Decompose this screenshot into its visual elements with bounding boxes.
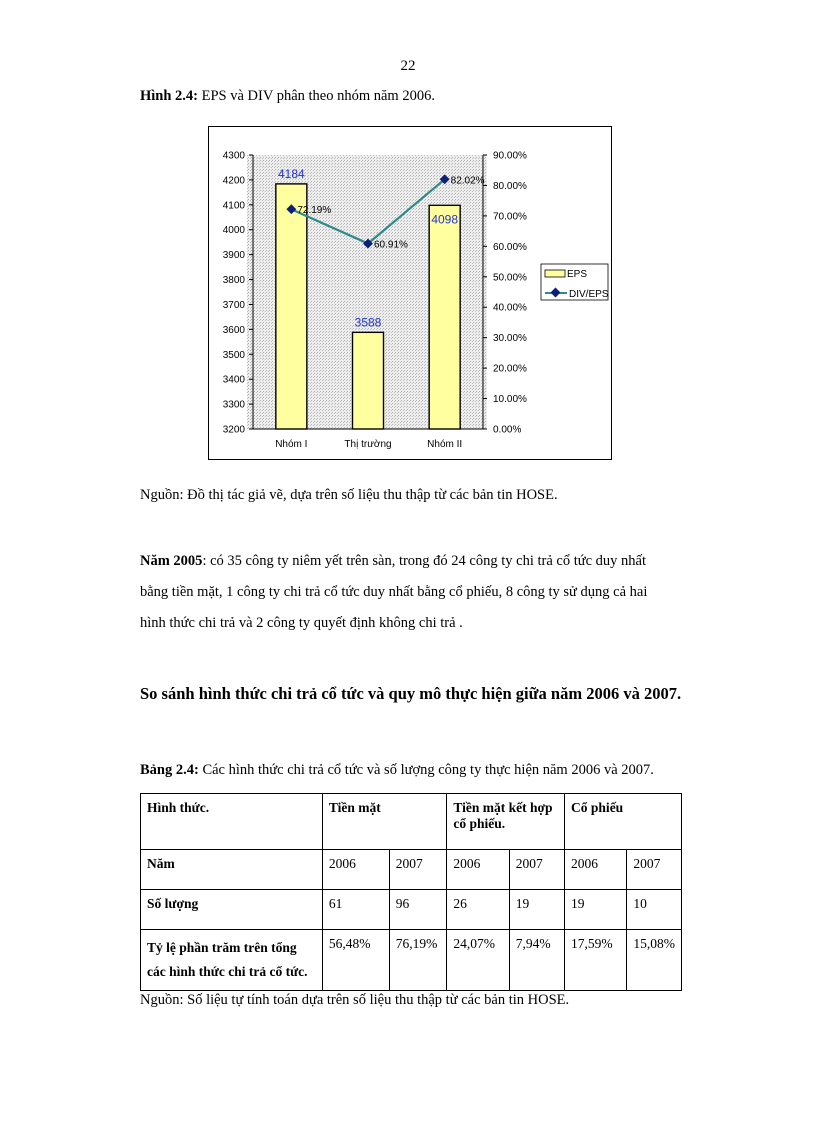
- table-caption: [140, 762, 654, 779]
- right-tick-label: 90.00%: [493, 150, 527, 162]
- figure-source: Nguồn: Đồ thị tác giả vẽ, dựa trên số liệu thu thập từ các bản tin HOSE.: [140, 487, 558, 503]
- figure-caption: [140, 88, 435, 105]
- eps-bar: [353, 332, 384, 429]
- table-cell: 2007: [509, 850, 564, 890]
- right-tick-label: 30.00%: [493, 333, 527, 345]
- eps-data-label: 4098: [431, 212, 459, 227]
- table-cell: 19: [509, 890, 564, 930]
- paragraph-line-3: hình thức chi trả và 2 công ty quyết định không chi trả .: [140, 615, 463, 631]
- figure-label: Hình 2.4:: [140, 88, 199, 104]
- right-tick-label: 40.00%: [493, 302, 527, 314]
- row-percent-label: Tỷ lệ phần trăm trên tổng các hình thức chi trả cổ tức.: [141, 930, 323, 991]
- header-stock: Cổ phiếu: [565, 794, 682, 850]
- table-source: Nguồn: Số liệu tự tính toán dựa trên số liệu thu thập từ các bản tin HOSE.: [140, 992, 570, 1008]
- table-cell: 19: [565, 890, 627, 930]
- right-tick-label: 20.00%: [493, 363, 527, 375]
- left-tick-label: 3300: [222, 399, 245, 411]
- right-tick-label: 80.00%: [493, 180, 527, 192]
- legend-diveps-label: DIV/EPS: [569, 289, 609, 300]
- table-cell: 2006: [565, 850, 627, 890]
- eps-bar: [429, 205, 460, 429]
- paragraph-line-1: [140, 547, 680, 575]
- chart-legend: [541, 264, 609, 300]
- table-cell: 76,19%: [389, 930, 447, 991]
- header-form: Hình thức.: [141, 794, 323, 850]
- table-cell: 2006: [322, 850, 389, 890]
- row-year-label: Năm: [141, 850, 323, 890]
- table-cell: 26: [447, 890, 509, 930]
- table-cell: 96: [389, 890, 447, 930]
- x-tick-label: Nhóm II: [427, 439, 463, 450]
- chart-canvas: [209, 127, 613, 461]
- table-row-count: [141, 890, 682, 930]
- table-cell: 10: [627, 890, 682, 930]
- left-tick-label: 3600: [222, 324, 245, 336]
- right-tick-label: 50.00%: [493, 272, 527, 284]
- table-title: Các hình thức chi trả cổ tức và số lượng công ty thực hiện năm 2006 và 2007.: [202, 762, 654, 778]
- eps-div-chart: [208, 126, 612, 460]
- left-tick-label: 4000: [222, 225, 245, 237]
- eps-bar: [276, 184, 307, 429]
- right-tick-label: 60.00%: [493, 241, 527, 253]
- page-number: 22: [400, 58, 416, 74]
- table-row-year: [141, 850, 682, 890]
- row-count-label: Số lượng: [141, 890, 323, 930]
- diveps-data-label: 60.91%: [374, 239, 408, 251]
- x-tick-label: Thị trường: [344, 439, 392, 450]
- paragraph-lead: Năm 2005: [140, 553, 203, 569]
- table-cell: 61: [322, 890, 389, 930]
- dividend-table: [140, 793, 682, 991]
- diveps-data-label: 72.19%: [297, 205, 332, 217]
- left-tick-label: 3400: [222, 374, 245, 386]
- legend-eps-label: EPS: [567, 269, 588, 280]
- table-cell: 17,59%: [565, 930, 627, 991]
- left-tick-label: 4100: [222, 200, 245, 212]
- table-header-row: [141, 794, 682, 850]
- table-cell: 7,94%: [509, 930, 564, 991]
- left-tick-label: 4200: [222, 175, 245, 187]
- right-tick-label: 0.00%: [493, 424, 522, 436]
- section-heading: So sánh hình thức chi trả cổ tức và quy mô thực hiện giữa năm 2006 và 2007.: [140, 684, 682, 703]
- paragraph-line-1-text: : có 35 công ty niêm yết trên sàn, trong đó 24 công ty chi trả cổ tức duy nhất: [202, 553, 646, 569]
- table-cell: 2006: [447, 850, 509, 890]
- figure-title: EPS và DIV phân theo nhóm năm 2006.: [201, 88, 435, 104]
- eps-data-label: 3588: [354, 315, 382, 330]
- x-tick-label: Nhóm I: [275, 439, 308, 450]
- header-cash-stock: Tiền mặt kết hợp cổ phiếu.: [447, 794, 565, 850]
- table-cell: 56,48%: [322, 930, 389, 991]
- table-label: Bảng 2.4:: [140, 762, 199, 778]
- left-tick-label: 4300: [222, 150, 245, 162]
- eps-data-label: 4184: [277, 166, 305, 181]
- left-tick-label: 3700: [222, 299, 245, 311]
- paragraph-line-2: bằng tiền mặt, 1 công ty chi trả cổ tức duy nhất bằng cổ phiếu, 8 công ty sử dụng cả hai: [140, 584, 648, 600]
- table-row-percent: [141, 930, 682, 991]
- table-cell: 15,08%: [627, 930, 682, 991]
- right-tick-label: 10.00%: [493, 394, 527, 406]
- table-cell: 2007: [389, 850, 447, 890]
- left-tick-label: 3500: [222, 349, 245, 361]
- header-cash: Tiền mặt: [322, 794, 447, 850]
- table-cell: 24,07%: [447, 930, 509, 991]
- diveps-data-label: 82.02%: [450, 175, 485, 187]
- table-cell: 2007: [627, 850, 682, 890]
- left-tick-label: 3800: [222, 275, 245, 287]
- left-tick-label: 3200: [222, 424, 245, 436]
- left-tick-label: 3900: [222, 250, 245, 262]
- legend-eps-swatch: [545, 270, 565, 277]
- right-tick-label: 70.00%: [493, 211, 527, 223]
